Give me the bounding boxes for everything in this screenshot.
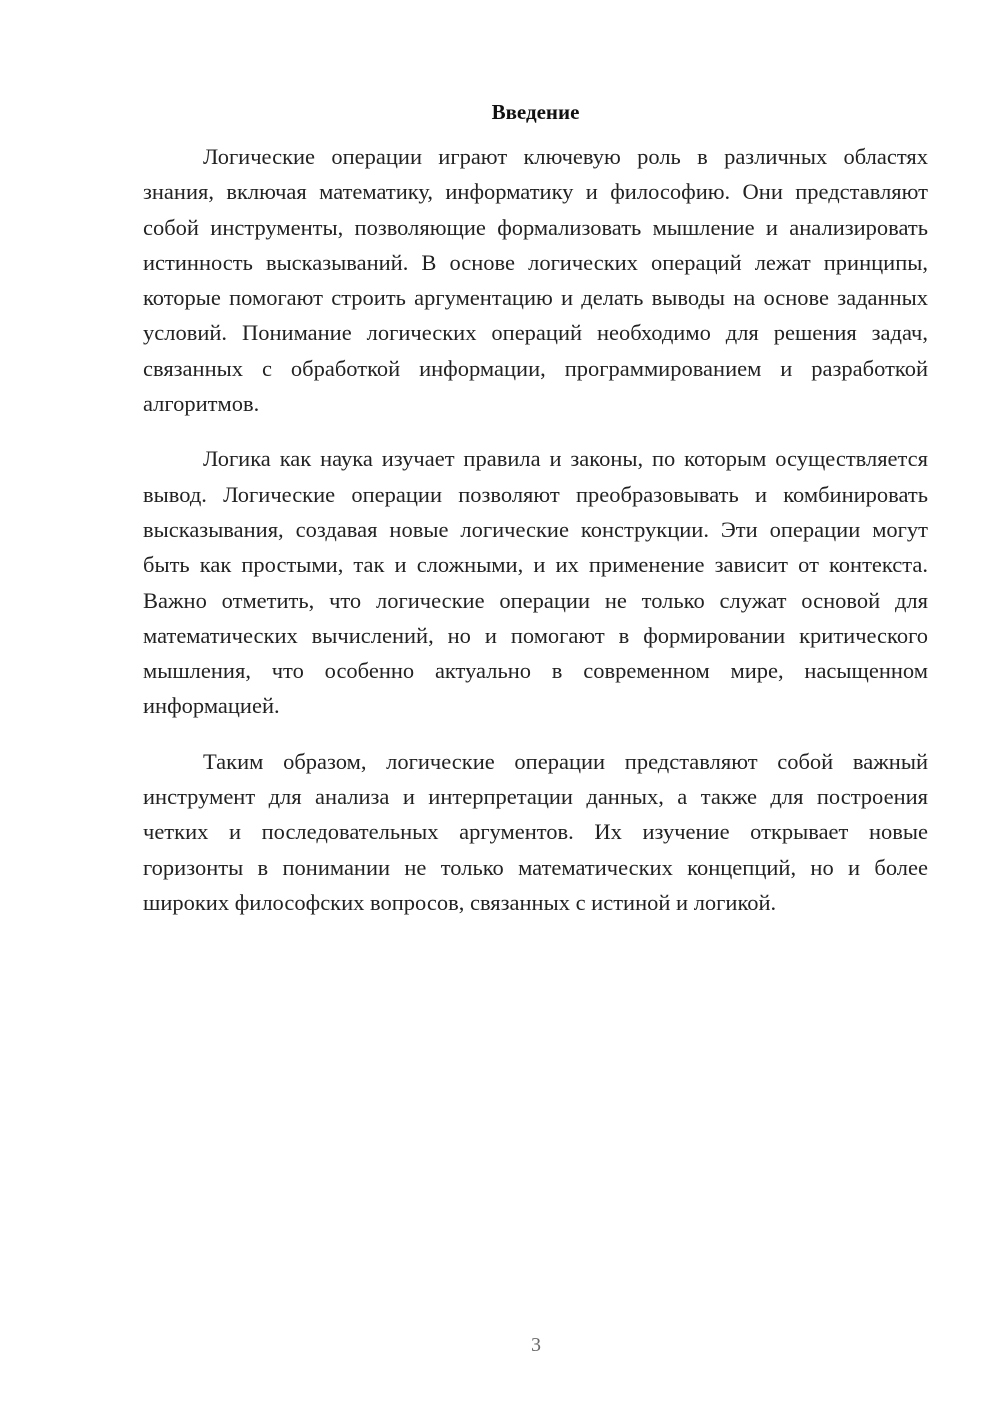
section-title: Введение bbox=[491, 100, 580, 124]
page-content bbox=[143, 96, 928, 940]
paragraph-2: Логика как наука изучает правила и законы, по которым осуществляется вывод. Логические операции позволяют преобразовывать и комбинировать высказывания, создавая новые логические конструкции. Эти операции могут быть как простыми, так и сложными, и их применение зависит от контекста. Важно отметить, что логические операции не только служат основой для математических вычислений, но и помогают в формировании критического мышления, что особенно актуально в современном мире, насыщенном информацией. bbox=[143, 446, 928, 719]
paragraph-3: Таким образом, логические операции представляют собой важный инструмент для анализа и интерпретации данных, а также для построения четких и последовательных аргументов. Их изучение открывает новые горизонты в понимании не только математических концепций, но и более широких философских вопросов, связанных с истиной и логикой. bbox=[143, 748, 928, 915]
page-number: 3 bbox=[531, 1334, 541, 1356]
paragraph-1: Логические операции играют ключевую роль в различных областях знания, включая математику, информатику и философию. Они представляют собой инструменты, позволяющие формализовать мышление и анализировать истинность высказываний. В основе логических операций лежат принципы, которые помогают строить аргументацию и делать выводы на основе заданных условий. Понимание логических операций необходимо для решения задач, связанных с обработкой информации, программированием и разработкой алгоритмов. bbox=[143, 144, 928, 417]
